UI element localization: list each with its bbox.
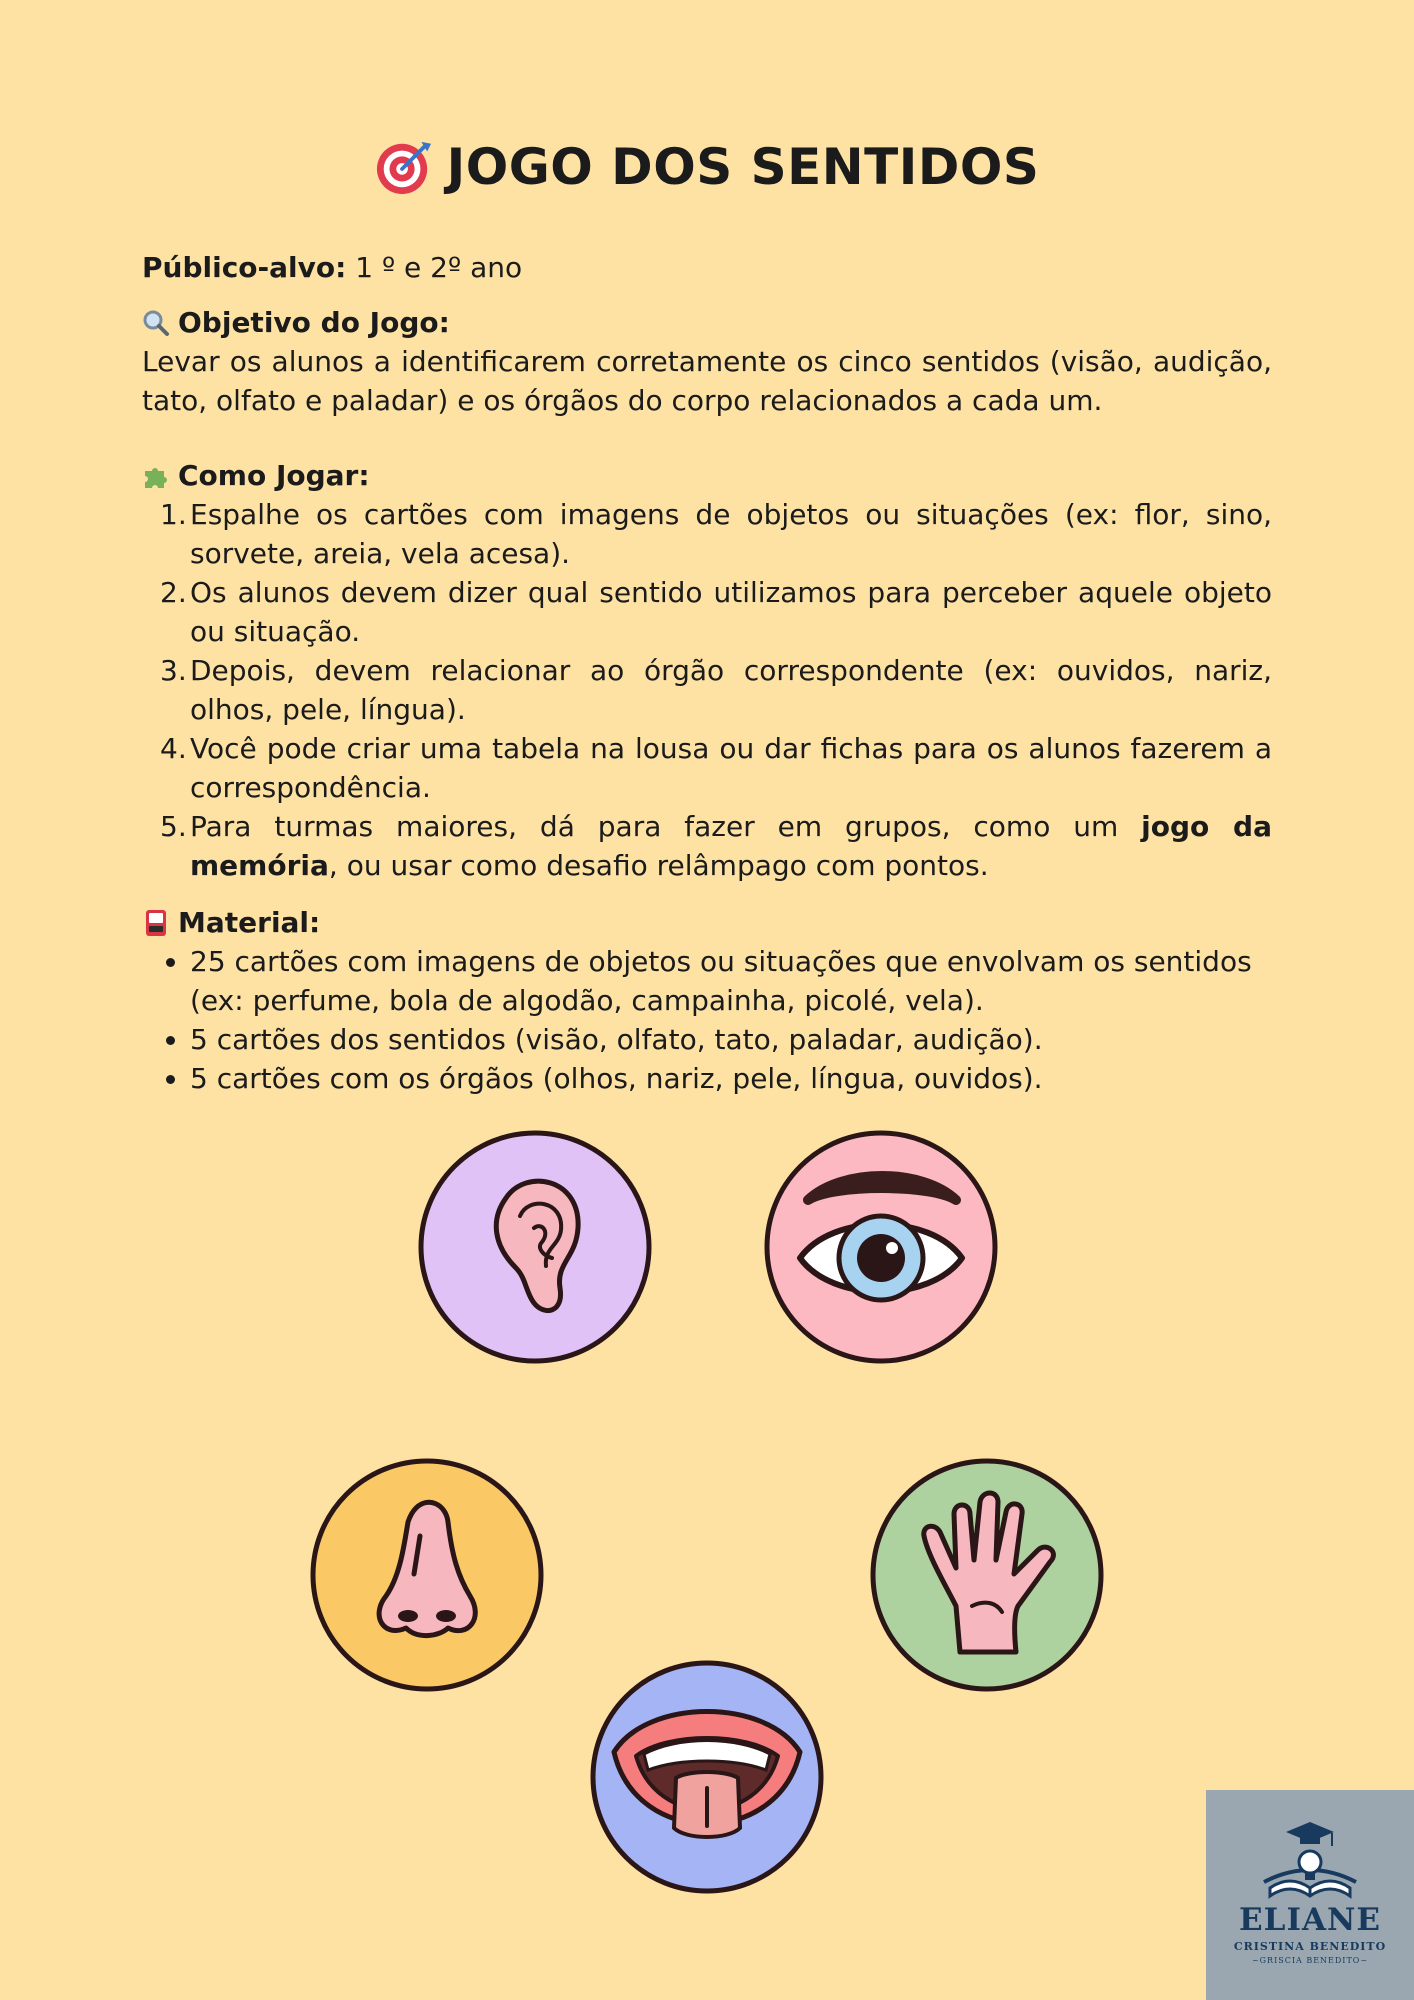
list-item: 5 cartões com os órgãos (olhos, nariz, pele, língua, ouvidos). [142, 1059, 1272, 1098]
list-item: 2. Os alunos devem dizer qual sentido utilizamos para perceber aquele objeto ou situação. [160, 576, 1272, 648]
logo-line-2: ~GRISCIA BENEDITO~ [1251, 1956, 1369, 1965]
logo-name: ELIANE [1239, 1902, 1381, 1938]
objective-heading-text: Objetivo do Jogo: [178, 306, 450, 339]
page-title [0, 138, 1414, 196]
list-item: 5 cartões dos sentidos (visão, olfato, tato, paladar, audição). [142, 1020, 1272, 1059]
eye-icon [762, 1128, 1000, 1366]
list-item: 3. Depois, devem relacionar ao órgão correspondente (ex: ouvidos, nariz, olhos, pele, língua). [160, 654, 1272, 726]
objective-heading [142, 303, 1272, 342]
memory-game-emphasis: jogo da memória [190, 810, 1272, 882]
mouth-icon [588, 1658, 826, 1896]
audience-label: Público-alvo: [142, 251, 347, 284]
audience-line [142, 248, 1272, 287]
nose-icon [308, 1456, 546, 1694]
hand-icon [868, 1456, 1106, 1694]
title-text: JOGO DOS SENTIDOS [446, 138, 1040, 196]
magnifier-icon [142, 309, 170, 337]
material-list [142, 942, 1272, 1098]
list-item: 4. Você pode criar uma tabela na lousa ou dar fichas para os alunos fazerem a correspondência. [160, 732, 1272, 804]
list-item: 25 cartões com imagens de objetos ou situações que envolvam os sentidos (ex: perfume, bola de algodão, campainha, picolé, vela). [142, 942, 1272, 1020]
material-heading [142, 903, 1272, 942]
book-graduation-icon [1250, 1818, 1370, 1904]
list-item: 5. Para turmas maiores, dá para fazer em grupos, como um jogo da memória, ou usar como desafio relâmpago com pontos. [160, 810, 1272, 882]
how-to-play-heading [142, 456, 1272, 495]
target-icon [375, 138, 433, 196]
material-heading-text: Material: [178, 906, 321, 939]
steps-list [142, 495, 1272, 885]
list-item: 1. Espalhe os cartões com imagens de objetos ou situações (ex: flor, sino, sorvete, areia, vela acesa). [160, 498, 1272, 570]
ear-icon [416, 1128, 654, 1366]
puzzle-icon [142, 462, 170, 490]
objective-text: Levar os alunos a identificarem corretamente os cinco sentidos (visão, audição, tato, olfato e paladar) e os órgãos do corpo relacionados a cada um. [142, 345, 1272, 417]
content-body [142, 248, 1272, 1098]
author-logo [1206, 1790, 1414, 2000]
audience-value: 1 º e 2º ano [355, 251, 523, 284]
how-to-play-heading-text: Como Jogar: [178, 459, 370, 492]
logo-line-1: CRISTINA BENEDITO [1233, 1940, 1387, 1953]
card-icon [142, 909, 170, 937]
